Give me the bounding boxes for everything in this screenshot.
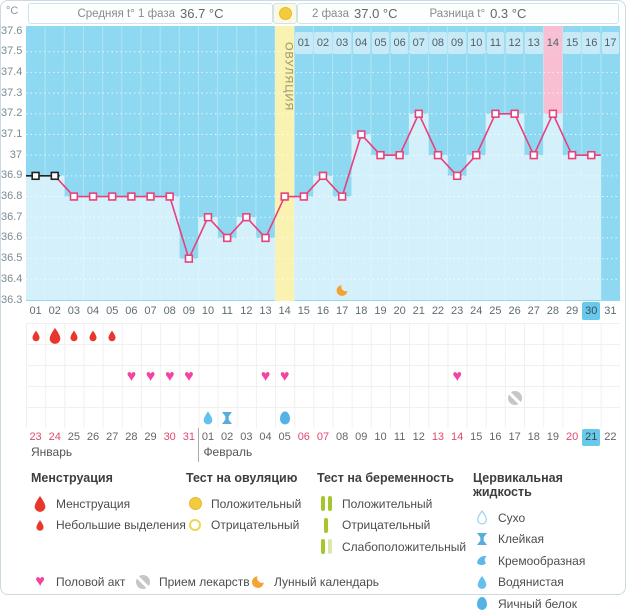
- temperature-point-day-28[interactable]: [550, 110, 557, 117]
- legend-icon-box: [134, 575, 152, 589]
- date-cell-Январь-26[interactable]: 26: [86, 431, 100, 443]
- y-axis-tick: 36.9: [1, 169, 23, 182]
- legend-item-label: Яичный белок: [498, 596, 577, 611]
- legend-item-label: Половой акт: [56, 574, 126, 589]
- legend-icon-box: [473, 511, 491, 524]
- y-axis-tick: 37.6: [1, 24, 23, 37]
- intercourse-event-day-9: [184, 369, 194, 385]
- pregnancy-test-negative-icon: [324, 518, 328, 533]
- cycle-day-cell-02[interactable]: 02: [48, 305, 61, 317]
- chart-plot-area: [26, 26, 620, 301]
- legend-section-title: Тест на овуляцию: [186, 471, 298, 485]
- cycle-day-cell-31[interactable]: 31: [604, 305, 617, 317]
- cycle-day-cell-12[interactable]: 12: [240, 305, 253, 317]
- y-axis-tick: 36.5: [1, 252, 23, 265]
- y-axis-tick: 36.7: [1, 210, 23, 223]
- ovulation-label: ОВУЛЯЦИЯ: [282, 42, 295, 112]
- watery-fluid-icon: [477, 576, 487, 589]
- date-cell-Февраль-03[interactable]: 03: [240, 431, 253, 443]
- temperature-point-day-05[interactable]: [109, 193, 116, 200]
- phase2-value: 37.0 °C: [354, 6, 398, 21]
- date-cell-Январь-27[interactable]: 27: [106, 431, 119, 443]
- intercourse-heart-icon: ♥: [164, 367, 175, 385]
- legend-icon-box: [186, 519, 204, 531]
- temperature-point-day-01[interactable]: [32, 172, 39, 179]
- cycle-day-cell-30[interactable]: 30: [582, 302, 600, 320]
- legend-item: [473, 550, 625, 572]
- legend-section-0: [31, 471, 186, 536]
- cycle-day-cell-25[interactable]: 25: [489, 305, 502, 317]
- legend-item: [31, 515, 186, 537]
- phase1-value: 36.7 °C: [180, 6, 224, 21]
- date-cell-Январь-24[interactable]: 24: [48, 431, 61, 443]
- dpo-cell-09[interactable]: 09: [448, 32, 466, 54]
- cycle-day-cell-01[interactable]: 01: [29, 305, 42, 317]
- date-cell-Февраль-06[interactable]: 06: [297, 431, 310, 443]
- cervical-fluid-event-day-14: [280, 411, 290, 424]
- y-axis-tick: 37.5: [1, 45, 23, 58]
- legend-icon-box: [317, 539, 335, 554]
- dpo-cell-02[interactable]: 02: [314, 32, 332, 54]
- legend-item: [473, 529, 625, 551]
- temperature-point-day-07[interactable]: [147, 193, 154, 200]
- eggwhite-fluid-icon: [477, 597, 487, 610]
- date-cell-Февраль-02[interactable]: 02: [221, 431, 234, 443]
- dpo-cell-12[interactable]: 12: [506, 32, 524, 54]
- menstruation-event-day-1: [32, 330, 40, 341]
- date-cell-Февраль-21[interactable]: 21: [582, 429, 600, 446]
- spotting-drop-icon: [89, 330, 97, 341]
- legend-item-label: Лунный календарь: [274, 574, 380, 589]
- spotting-drop-icon: [36, 520, 44, 531]
- cycle-day-cell-07[interactable]: 07: [144, 305, 157, 317]
- menstruation-event-day-3: [70, 330, 78, 341]
- medication-pill-icon: [508, 391, 522, 405]
- date-cell-Февраль-17[interactable]: 17: [508, 431, 521, 443]
- legend-icon-box: [473, 533, 491, 545]
- legend-footer-item: [31, 571, 125, 592]
- ovulation-test-header-cell: [273, 3, 297, 24]
- temperature-point-day-03[interactable]: [71, 193, 78, 200]
- date-cell-Январь-31[interactable]: 31: [182, 431, 195, 443]
- phase2-label: 2 фаза: [312, 7, 349, 20]
- ovulation-positive-icon: [279, 7, 292, 20]
- legend-section-title: Тест на беременность: [317, 471, 454, 485]
- cycle-day-cell-18[interactable]: 18: [355, 305, 368, 317]
- y-axis-tick: 37: [9, 148, 22, 161]
- date-cell-Февраль-08[interactable]: 08: [336, 431, 349, 443]
- cycle-day-cell-04[interactable]: 04: [86, 305, 100, 317]
- y-axis-tick: 37.3: [1, 86, 23, 99]
- intercourse-heart-icon: ♥: [145, 367, 156, 385]
- date-cell-Февраль-10[interactable]: 10: [374, 431, 387, 443]
- date-cell-Февраль-07[interactable]: 07: [316, 431, 330, 443]
- legend-item: [473, 507, 625, 529]
- cycle-day-cell-29[interactable]: 29: [565, 305, 579, 317]
- temperature-point-day-09[interactable]: [185, 255, 192, 262]
- intercourse-heart-icon: ♥: [279, 367, 290, 385]
- legend-icon-box: [473, 597, 491, 610]
- legend-icon-box: [473, 576, 491, 589]
- dry-fluid-icon: [477, 511, 487, 524]
- temperature-point-day-08[interactable]: [166, 193, 173, 200]
- menstruation-drop-icon: [34, 496, 46, 512]
- date-cell-Февраль-12[interactable]: 12: [412, 431, 425, 443]
- dpo-cell-13[interactable]: 13: [525, 32, 543, 54]
- cycle-day-cell-10[interactable]: 10: [201, 305, 215, 317]
- date-cell-Февраль-18[interactable]: 18: [527, 431, 540, 443]
- menstruation-event-day-4: [89, 330, 97, 341]
- eggwhite-fluid-icon: [280, 411, 290, 424]
- cycle-day-cell-20[interactable]: 20: [393, 305, 406, 317]
- temperature-point-day-16[interactable]: [320, 172, 327, 179]
- cervical-fluid-event-day-10: [203, 411, 213, 424]
- legend-item-label: Положительный: [211, 496, 302, 511]
- legend-icon-box: [317, 518, 335, 533]
- dpo-cell-08[interactable]: 08: [429, 32, 447, 54]
- temperature-point-day-13[interactable]: [262, 235, 269, 242]
- legend-item-label: Менструация: [56, 496, 131, 511]
- intercourse-event-day-23: [452, 369, 462, 385]
- intercourse-event-day-7: [146, 369, 156, 385]
- date-cell-Январь-29[interactable]: 29: [144, 431, 157, 443]
- legend-item-label: Отрицательный: [342, 518, 431, 533]
- temperature-point-day-23[interactable]: [454, 172, 461, 179]
- event-icon-grid: [26, 323, 620, 428]
- medication-event-day-26: [508, 391, 522, 405]
- dpo-cell-15[interactable]: 15: [563, 32, 581, 54]
- legend-item: [473, 572, 625, 594]
- menstruation-drop-icon: [49, 328, 61, 344]
- legend-icon-box: [186, 497, 204, 510]
- legend-section-1: [186, 471, 301, 536]
- dpo-cell-17[interactable]: 17: [602, 32, 620, 54]
- date-cell-Январь-25[interactable]: 25: [67, 431, 80, 443]
- legend-item-label: Клейкая: [498, 532, 545, 547]
- legend-item: [317, 515, 466, 537]
- medication-pill-icon: [136, 575, 150, 589]
- cycle-day-cell-14[interactable]: 14: [278, 305, 291, 317]
- intercourse-heart-icon: ♥: [260, 367, 271, 385]
- date-cell-Февраль-09[interactable]: 09: [355, 431, 368, 443]
- legend-icon-box: [317, 496, 335, 511]
- cycle-day-cell-21[interactable]: 21: [412, 305, 425, 317]
- date-cell-Февраль-05[interactable]: 05: [278, 431, 291, 443]
- creamy-fluid-icon: [476, 555, 488, 567]
- dpo-cell-06[interactable]: 06: [391, 32, 409, 54]
- ovulation-test-positive-icon: [189, 497, 202, 510]
- moon-icon: [250, 574, 266, 590]
- temperature-point-day-12[interactable]: [243, 214, 250, 221]
- intercourse-heart-icon: ♥: [126, 367, 137, 385]
- temperature-point-day-30[interactable]: [588, 152, 595, 159]
- dpo-cell-07[interactable]: 07: [410, 32, 428, 54]
- date-cell-Февраль-01[interactable]: 01: [201, 431, 215, 443]
- legend-item-label: Отрицательный: [211, 518, 300, 533]
- cervical-fluid-event-day-11: [222, 412, 232, 424]
- temperature-point-day-21[interactable]: [415, 110, 422, 117]
- temperature-point-day-06[interactable]: [128, 193, 135, 200]
- sticky-fluid-icon: [222, 412, 232, 424]
- legend-item-label: Слабоположительный: [342, 539, 467, 554]
- legend-item: [317, 536, 466, 558]
- legend-section-3: [473, 471, 625, 615]
- legend-icon-box: [31, 496, 49, 512]
- legend-section-title: Менструация: [31, 471, 113, 485]
- intercourse-event-day-13: [261, 369, 271, 385]
- date-cell-Январь-23[interactable]: 23: [29, 431, 42, 443]
- spotting-drop-icon: [108, 330, 116, 341]
- legend-item: [473, 593, 625, 615]
- legend-section-2: [317, 471, 466, 558]
- cycle-day-cell-23[interactable]: 23: [450, 305, 464, 317]
- legend-footer-item: [134, 571, 250, 592]
- intercourse-event-day-14: [280, 369, 290, 385]
- legend-item: [186, 515, 301, 537]
- phase1-label: Средняя t° 1 фаза: [77, 7, 175, 20]
- date-cell-Февраль-19[interactable]: 19: [546, 431, 560, 443]
- temperature-point-day-25[interactable]: [492, 110, 499, 117]
- legend-icon-box: [249, 574, 267, 590]
- legend-item-label: Небольшие выделения: [56, 518, 186, 533]
- temperature-point-day-14[interactable]: [281, 193, 288, 200]
- legend-icon-box: [473, 555, 491, 567]
- intercourse-event-day-6: [127, 369, 137, 385]
- intercourse-heart-icon: ♥: [184, 367, 194, 385]
- temperature-point-day-22[interactable]: [435, 152, 442, 159]
- cycle-day-cell-28[interactable]: 28: [546, 305, 560, 317]
- temperature-point-day-24[interactable]: [473, 152, 480, 159]
- dpo-cell-04[interactable]: 04: [353, 32, 371, 54]
- temperature-point-day-02[interactable]: [51, 172, 58, 179]
- dpo-cell-10[interactable]: 10: [468, 32, 486, 54]
- cycle-day-cell-24[interactable]: 24: [470, 305, 483, 317]
- cycle-day-cell-19[interactable]: 19: [374, 305, 387, 317]
- legend-footer-item: [249, 571, 379, 592]
- temperature-point-day-04[interactable]: [90, 193, 97, 200]
- spotting-drop-icon: [70, 330, 78, 341]
- date-cell-Февраль-13[interactable]: 13: [431, 431, 445, 443]
- cycle-day-cell-17[interactable]: 17: [336, 305, 349, 317]
- cycle-day-cell-13[interactable]: 13: [259, 305, 272, 317]
- menstruation-event-day-5: [108, 330, 116, 341]
- date-cell-Февраль-20[interactable]: 20: [565, 431, 579, 443]
- diff-label: Разница t°: [429, 7, 486, 20]
- legend-item-label: Положительный: [342, 496, 433, 511]
- bbt-chart-svg: [26, 26, 620, 301]
- dpo-cell-16[interactable]: 16: [582, 32, 600, 54]
- intercourse-heart-icon: ♥: [35, 572, 45, 590]
- y-axis-tick: 36.6: [1, 231, 23, 244]
- y-axis-tick: 37.1: [1, 127, 23, 140]
- cycle-day-cell-22[interactable]: 22: [431, 305, 445, 317]
- date-cell-Февраль-22[interactable]: 22: [604, 431, 617, 443]
- date-cell-Январь-28[interactable]: 28: [125, 431, 138, 443]
- temperature-point-day-11[interactable]: [224, 235, 231, 242]
- spotting-drop-icon: [32, 330, 40, 341]
- y-axis-tick: 37.4: [1, 65, 23, 78]
- date-cell-Февраль-04[interactable]: 04: [259, 431, 272, 443]
- legend-item: [317, 493, 466, 515]
- temperature-point-day-26[interactable]: [511, 110, 518, 117]
- dpo-cell-03[interactable]: 03: [333, 32, 351, 54]
- intercourse-heart-icon: ♥: [452, 367, 462, 385]
- date-cell-Февраль-16[interactable]: 16: [489, 431, 502, 443]
- temperature-unit-label: °C: [6, 5, 19, 17]
- cycle-day-cell-09[interactable]: 09: [182, 305, 195, 317]
- dpo-cell-11[interactable]: 11: [487, 32, 505, 54]
- pregnancy-test-weak-icon: [321, 539, 332, 554]
- temperature-point-day-20[interactable]: [396, 152, 403, 159]
- temperature-point-day-17[interactable]: [339, 193, 346, 200]
- ovulation-test-negative-icon: [189, 519, 201, 531]
- temperature-point-day-18[interactable]: [358, 131, 365, 138]
- diff-value: 0.3 °C: [490, 6, 527, 21]
- temperature-point-day-29[interactable]: [569, 152, 576, 159]
- pregnancy-test-positive-icon: [321, 496, 332, 511]
- legend-item: [31, 493, 186, 515]
- month-label-Январь: Январь: [31, 445, 73, 459]
- temperature-point-day-19[interactable]: [377, 152, 384, 159]
- temperature-point-day-15[interactable]: [300, 193, 307, 200]
- date-cell-Февраль-11[interactable]: 11: [393, 431, 406, 443]
- legend-item-label: Кремообразная: [498, 553, 586, 568]
- cycle-day-cell-05[interactable]: 05: [106, 305, 119, 317]
- cycle-day-cell-16[interactable]: 16: [316, 305, 330, 317]
- legend-icon-box: [31, 574, 49, 590]
- cycle-day-cell-06[interactable]: 06: [125, 305, 138, 317]
- cycle-day-cell-15[interactable]: 15: [297, 305, 310, 317]
- menstruation-event-day-2: [49, 328, 61, 344]
- sticky-fluid-icon: [477, 533, 487, 545]
- temperature-point-day-27[interactable]: [530, 152, 537, 159]
- legend-item: [186, 493, 301, 515]
- y-axis-tick: 37.2: [1, 107, 23, 120]
- cycle-day-cell-03[interactable]: 03: [67, 305, 80, 317]
- cycle-day-cell-08[interactable]: 08: [163, 305, 176, 317]
- dpo-cell-01[interactable]: 01: [295, 32, 313, 54]
- y-axis-tick: 36.4: [1, 272, 23, 285]
- date-cell-Февраль-15[interactable]: 15: [470, 431, 483, 443]
- date-cell-Январь-30[interactable]: 30: [163, 431, 176, 443]
- month-label-Февраль: Февраль: [203, 445, 253, 459]
- temperature-point-day-10[interactable]: [205, 214, 212, 221]
- dpo-cell-14[interactable]: 14: [544, 32, 562, 54]
- cycle-day-cell-27[interactable]: 27: [527, 305, 540, 317]
- legend-item-label: Сухо: [498, 510, 526, 525]
- legend-icon-box: [31, 520, 49, 531]
- dpo-cell-05[interactable]: 05: [372, 32, 390, 54]
- month-separator: [198, 428, 199, 462]
- phase1-average-box: [28, 3, 273, 24]
- cycle-day-cell-26[interactable]: 26: [508, 305, 521, 317]
- legend-item-label: Водянистая: [498, 575, 564, 590]
- intercourse-event-day-8: [165, 369, 175, 385]
- date-cell-Февраль-14[interactable]: 14: [450, 431, 464, 443]
- legend-section-title: Цервикальная жидкость: [473, 471, 563, 499]
- watery-fluid-icon: [203, 411, 213, 424]
- y-axis-tick: 36.3: [1, 293, 23, 306]
- legend-item-label: Прием лекарств: [159, 574, 250, 589]
- phase2-box: [297, 3, 619, 24]
- cycle-day-cell-11[interactable]: 11: [221, 305, 233, 317]
- y-axis-tick: 36.8: [1, 190, 23, 203]
